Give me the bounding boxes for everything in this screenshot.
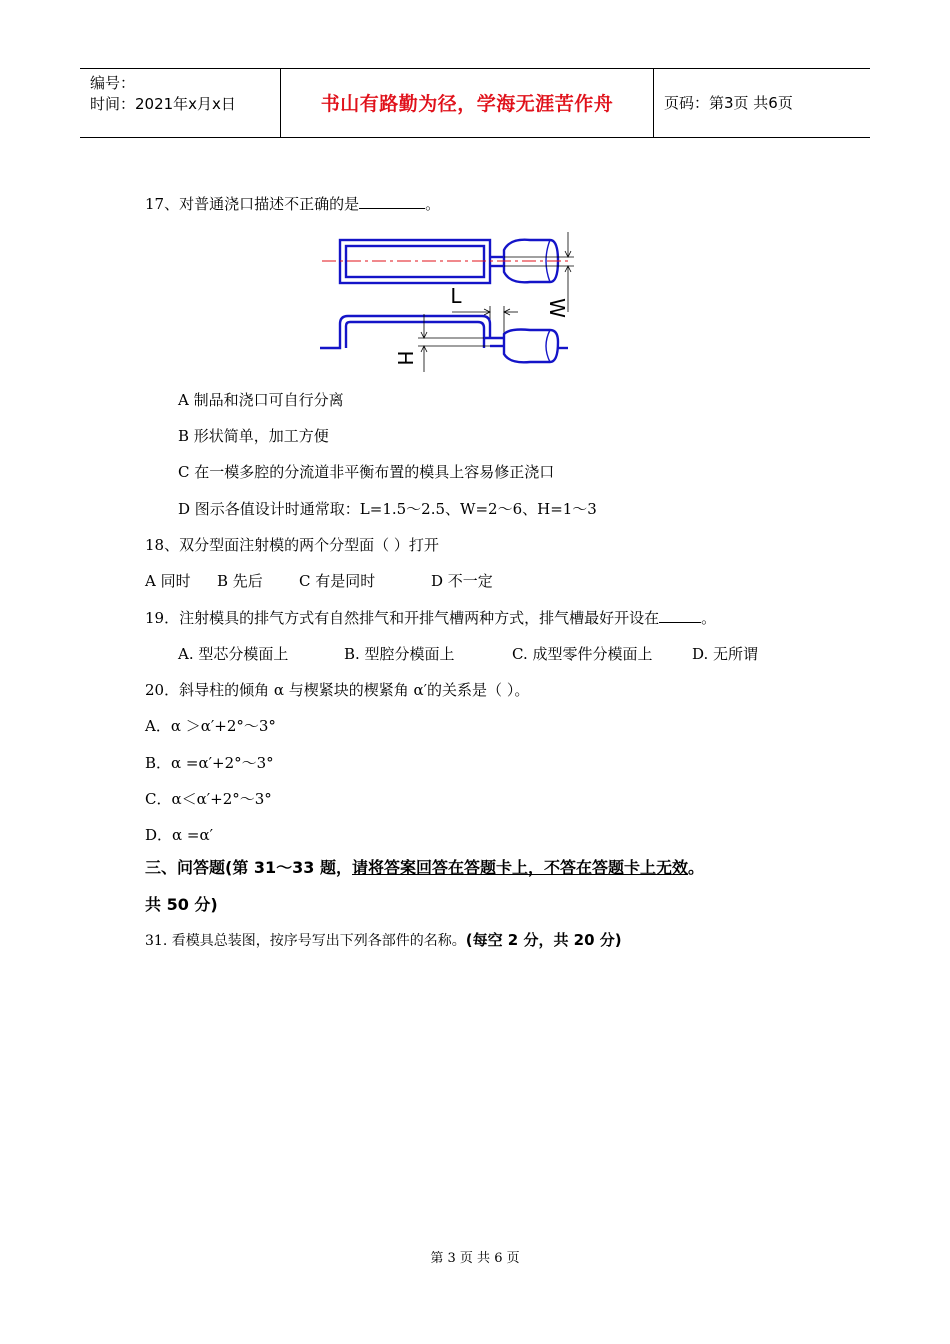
section3-title-b: 请将答案回答在答题卡上，不答在答题卡上无效 (352, 858, 689, 877)
w-label: W (545, 298, 569, 318)
q20-stem: 20．斜导柱的倾角 α 与楔紧块的楔紧角 α′的关系是（ ）。 (145, 681, 530, 699)
q20-option-d: D．α =α′ (145, 826, 214, 844)
q18-stem: 18、双分型面注射模的两个分型面（ ）打开 (145, 536, 439, 554)
header-motto: 书山有路勤为径，学海无涯苦作舟 (280, 69, 654, 137)
q19-stem-line (145, 607, 716, 628)
q19-option-c: C. 成型零件分模面上 (512, 645, 653, 663)
q17-option-b: B 形状简单，加工方便 (178, 427, 329, 445)
time-label: 时间：2021年x月x日 (90, 95, 236, 113)
q18-option-a: A 同时 (145, 572, 191, 590)
header-page-info: 页码：第3页 共6页 (664, 94, 793, 112)
q17-option-d: D 图示各值设计时通常取：L=1.5～2.5、W=2～6、H=1～3 (178, 500, 597, 518)
q19-option-a: A. 型芯分模面上 (178, 645, 289, 663)
section3-title-line2: 共 50 分) (145, 895, 218, 914)
q18-option-c: C 有是同时 (299, 572, 376, 590)
q18-option-d: D 不一定 (431, 572, 493, 590)
q20-option-b: B．α =α′+2°～3° (145, 754, 274, 772)
gate-diagram (318, 226, 580, 378)
q19-stem: 19．注射模具的排气方式有自然排气和开排气槽两种方式，排气槽最好开设在 (145, 609, 660, 627)
q20-option-a: A．α ＞α′+2°～3° (145, 717, 276, 735)
q31-stem: 31. 看模具总装图，按序号写出下列各部件的名称。 (145, 933, 466, 949)
q19-option-b: B. 型腔分模面上 (344, 645, 455, 663)
q17-answer-blank (359, 194, 425, 209)
number-label: 编号： (90, 74, 136, 92)
l-label: L (450, 284, 462, 308)
q20-option-c: C．α＜α′+2°～3° (145, 790, 272, 808)
q19-answer-blank (659, 608, 701, 623)
q18-options (145, 570, 493, 591)
q18-option-b: B 先后 (217, 572, 263, 590)
q31-points: (每空 2 分，共 20 分) (465, 931, 622, 949)
q17-option-a: A 制品和浇口可自行分离 (178, 391, 344, 409)
h-label: H (393, 350, 417, 366)
q17-stem: 17、对普通浇口描述不正确的是 (145, 195, 360, 213)
q17-end: 。 (425, 195, 441, 213)
section3-title (145, 855, 704, 878)
q19-option-d: D. 无所谓 (692, 645, 759, 663)
q17-stem-line (145, 193, 440, 214)
q19-end: 。 (701, 609, 717, 627)
header-left-cell (80, 69, 280, 137)
q31-line (145, 929, 622, 950)
page-header (80, 68, 870, 138)
q19-options (178, 643, 758, 664)
section3-title-a: 三、问答题(第 31～33 题， (145, 858, 352, 877)
page-footer: 第 3 页 共 6 页 (430, 1251, 520, 1266)
q17-option-c: C 在一模多腔的分流道非平衡布置的模具上容易修正浇口 (178, 463, 555, 481)
section3-title-c: 。 (688, 858, 705, 877)
gate-side-view (320, 316, 568, 362)
